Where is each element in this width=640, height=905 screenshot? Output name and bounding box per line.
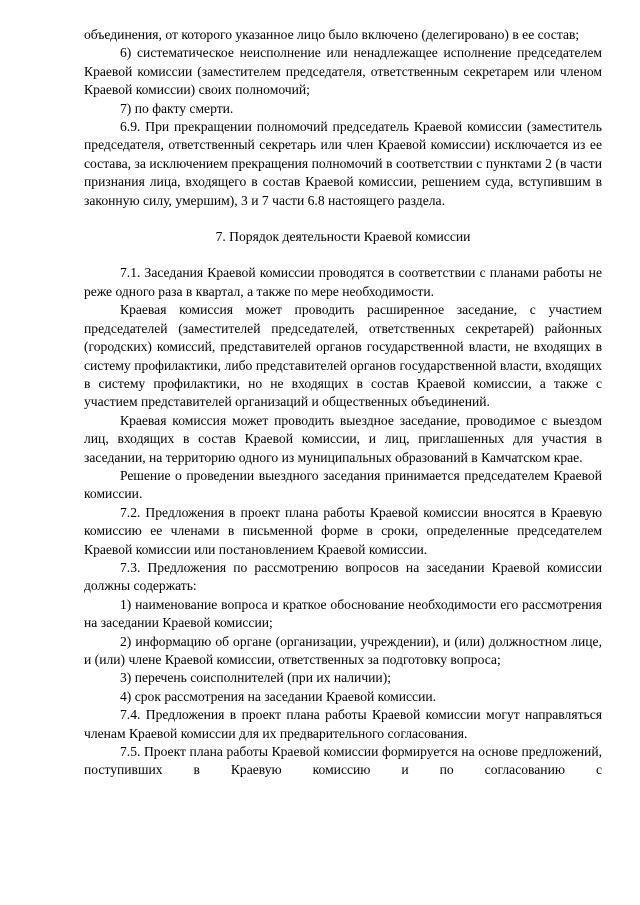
paragraph: 6) систематическое неисполнение или ненадлежащее исполнение председателем Краевой комиссии (заместителем председателя, ответственным секретарем или членом Краевой комиссии) своих полномочий; (84, 45, 602, 98)
list-item: 2) информацию об органе (организации, учреждении), и (или) должностном лице, и (или) члене Краевой комиссии, ответственных за подготовку вопроса; (84, 633, 602, 667)
paragraph: 7.2. Предложения в проект плана работы Краевой комиссии вносятся в Краевую комиссию ее членами в письменной форме в сроки, определенные председателем Краевой комиссии или постановлением Краевой комиссии. (84, 504, 602, 557)
list-item: 4) срок рассмотрения на заседании Краевой комиссии. (120, 688, 437, 704)
paragraph: 7) по факту смерти. (120, 100, 234, 116)
section-heading: 7. Порядок деятельности Краевой комиссии (215, 229, 471, 245)
paragraph: 6.9. При прекращении полномочий председатель Краевой комиссии (заместитель председателя, ответственный секретарь или член Краевой комиссии) исключается из ее состава, за исключением прекращения полномочий в соответствии с пунктами 2 (в части признания лица, входящего в состав Краевой комиссии, решением суда, вступившим в законную силу, умершим), 3 и 7 части 6.8 настоящего раздела. (84, 119, 602, 208)
paragraph: Краевая комиссия может проводить выездное заседание, проводимое с выездом лиц, входящих в состав Краевой комиссии, и лиц, приглашенных для участия в заседании, на территорию одного из муниципальных образований в Камчатском крае. (84, 412, 602, 465)
paragraph: 7.3. Предложения по рассмотрению вопросов на заседании Краевой комиссии должны содержать: (84, 559, 602, 594)
list-item: 1) наименование вопроса и краткое обоснование необходимости его рассмотрения на заседании Краевой комиссии; (84, 596, 602, 631)
list-item: 3) перечень соисполнителей (при их наличии); (120, 670, 392, 686)
paragraph: 7.5. Проект плана работы Краевой комиссии формируется на основе предложений, поступивших в Краевую комиссию и по согласованию с (84, 744, 602, 778)
paragraph: Краевая комиссия может проводить расширенное заседание, с участием председателей (заместителей председателей, ответственных секретарей) районных (городских) комиссий, представителей органов государственной власти, не входящих в систему профилактики, либо представителей органов государственной власти, входящих в систему профилактики, но не входящих в состав Краевой комиссии, а также с участием представителей организаций и общественных объединений. (84, 302, 602, 410)
paragraph: 7.1. Заседания Краевой комиссии проводятся в соответствии с планами работы не реже одного раза в квартал, а также по мере необходимости. (84, 265, 602, 299)
paragraph: Решение о проведении выездного заседания принимается председателем Краевой комиссии. (84, 467, 602, 502)
paragraph: 7.4. Предложения в проект плана работы Краевой комиссии могут направляться членам Краевой комиссии для их предварительного согласования. (84, 707, 602, 741)
paragraph: объединения, от которого указанное лицо было включено (делегировано) в ее состав; (84, 27, 580, 42)
